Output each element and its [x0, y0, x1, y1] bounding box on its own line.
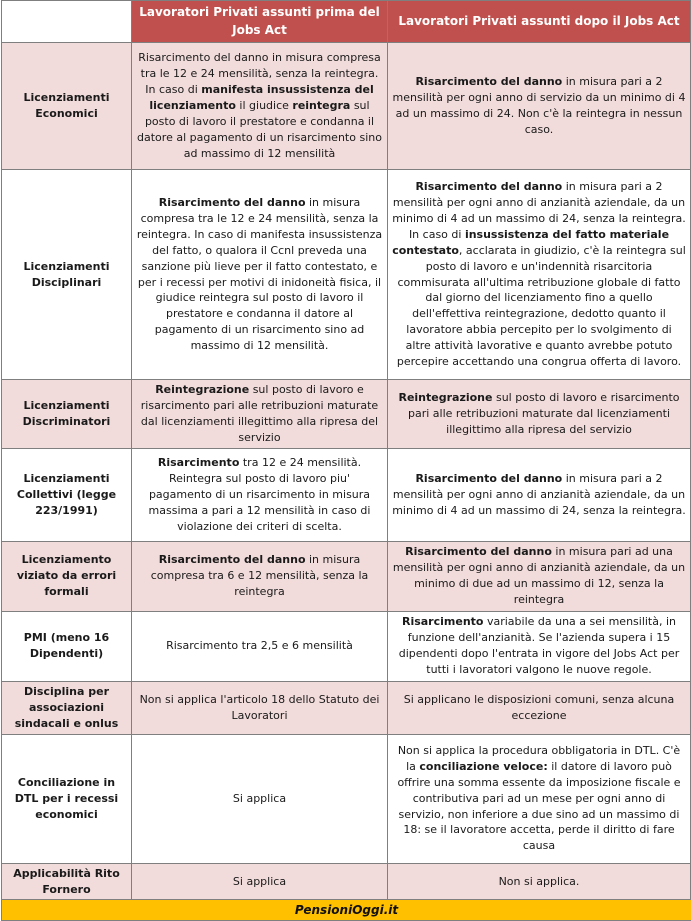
cell-before-jobs-act: [132, 170, 388, 380]
cell-before-jobs-act: [132, 611, 388, 681]
bold-text: Risarcimento del danno: [415, 75, 563, 89]
cell-before-jobs-act: [132, 448, 388, 541]
table-row: [2, 380, 691, 449]
bold-text: insussistenza del fatto materiale contestato: [392, 227, 670, 257]
table-row: [2, 681, 691, 734]
cell-before-jobs-act: [132, 734, 388, 863]
text-segment: Si applica: [232, 791, 287, 805]
text-segment: il datore di lavoro può offrire una somma essente da imposizione fiscale e contributiva pari ad un mese per ogni anno di servizio, non inferiore a due sino ad un massimo di 18: se il lavoratore accetta, perde il diritto di fare causa: [397, 759, 681, 853]
row-label-discriminatori: Licenziamenti Discriminatori: [2, 380, 132, 449]
text-segment: in misura compresa tra 6 e 12 mensilità, senza la reintegra: [150, 553, 369, 599]
bold-text: Risarcimento del danno: [415, 179, 563, 193]
cell-after-jobs-act: [388, 448, 691, 541]
text-segment: Si applica: [232, 874, 287, 888]
text-segment: in misura compresa tra le 12 e 24 mensilità, senza la reintegra. In caso di manifesta insussistenza del fatto, o qualora il Ccnl preveda una sanzione più lieve per il fatto contestato, e per i recessi per motivi di inidoneità fisica, il giudice reintegra sul posto di lavoro il prestatore e condanna il datore al pagamento di un risarcimento sino ad massimo di 12 mensilità.: [136, 195, 383, 353]
text-segment: in misura pari a 2 mensilità per ogni anno di anzianità aziendale, da un minimo di 4 ad un massimo di 24, senza la reintegra.: [392, 471, 686, 517]
bold-text: reintegra: [292, 99, 351, 113]
cell-after-jobs-act: [388, 380, 691, 449]
bold-text: Risarcimento del danno: [158, 195, 306, 209]
text-segment: sul posto di lavoro il prestatore e condanna il datore al pagamento di un risarcimento sino ad massimo di 12 mensilità: [137, 99, 382, 160]
text-segment: , acclarata in giudizio, c'è la reintegra sul posto di lavoro e un'indennità risarcitoria commisurata all'ultima retribuzione globale di fatto dal giorno del licenziamento fino a quello dell'effettiva reintegrazione, dedotto quanto il lavoratore abbia percepito per lo svolgimento di altre attività lavorative e quanto avrebbe potuto percepire accettando una congrua offerta di lavoro.: [396, 243, 686, 369]
row-label-associazioni-onlus: Disciplina per associazioni sindacali e onlus: [2, 681, 132, 734]
row-label-rito-fornero: Applicabilità Rito Fornero: [2, 863, 132, 900]
header-after-jobs-act: Lavoratori Privati assunti dopo il Jobs Act: [388, 1, 691, 43]
table-row: [2, 541, 691, 611]
text-segment: Non si applica.: [498, 874, 580, 888]
table-row: [2, 611, 691, 681]
header-before-jobs-act: Lavoratori Privati assunti prima del Jobs Act: [132, 1, 388, 43]
header-row: [2, 1, 691, 43]
row-label-pmi: PMI (meno 16 Dipendenti): [2, 611, 132, 681]
cell-after-jobs-act: [388, 43, 691, 170]
text-segment: il giudice: [235, 99, 293, 113]
table-row: [2, 448, 691, 541]
bold-text: Risarcimento del danno: [405, 545, 552, 559]
row-label-disciplinari: Licenziamenti Disciplinari: [2, 170, 132, 380]
text-segment: in misura pari ad una mensilità per ogni anno di anzianità aziendale, da un minimo di due ad un massimo di 12, senza la reintegra: [392, 545, 686, 607]
text-segment: Non si applica la procedura obbligatoria in DTL. C'è la: [397, 743, 681, 773]
bold-text: Reintegrazione: [155, 383, 250, 396]
text-segment: Si applicano le disposizioni comuni, senza alcuna eccezione: [403, 692, 675, 722]
cell-before-jobs-act: [132, 43, 388, 170]
table-body: [2, 43, 691, 900]
text-segment: tra 12 e 24 mensilità. Reintegra sul posto di lavoro piu' pagamento di un risarcimento in misura massima a pari a 12 mensilità in caso di violazione dei criteri di scelta.: [148, 455, 371, 533]
cell-before-jobs-act: [132, 863, 388, 900]
table-row: [2, 863, 691, 900]
row-label-collettivi: Licenziamenti Collettivi (legge 223/1991): [2, 448, 132, 541]
table-row: [2, 43, 691, 170]
text-segment: Non si applica l'articolo 18 dello Statuto dei Lavoratori: [139, 692, 380, 722]
bold-text: Risarcimento: [401, 615, 484, 629]
bold-text: Risarcimento: [157, 455, 240, 469]
table-row: [2, 734, 691, 863]
cell-after-jobs-act: [388, 611, 691, 681]
bold-text: Risarcimento del danno: [158, 553, 306, 567]
row-label-conciliazione-dtl: Conciliazione in DTL per i recessi economici: [2, 734, 132, 863]
comparison-table: [1, 0, 691, 900]
cell-after-jobs-act: [388, 681, 691, 734]
text-segment: Risarcimento del danno in misura compresa tra le 12 e 24 mensilità, senza la reintegra. In caso di: [138, 51, 381, 97]
text-segment: sul posto di lavoro e risarcimento pari alle retribuzioni maturate dal licenziamenti illegittimo alla ripresa del servizio: [140, 383, 379, 444]
text-segment: variabile da una a sei mensilità, in funzione dell'anzianità. Se l'azienda supera i 15 dipendenti dopo l'entrata in vigore del Jobs Act per tutti i lavoratori valgono le nuove regole.: [398, 615, 680, 677]
cell-after-jobs-act: [388, 734, 691, 863]
cell-after-jobs-act: [388, 541, 691, 611]
text-segment: Risarcimento tra 2,5 e 6 mensilità: [166, 639, 353, 653]
row-label-errori-formali: Licenziamento viziato da errori formali: [2, 541, 132, 611]
footer-brand: PensioniOggi.it: [1, 900, 691, 921]
text-segment: in misura pari a 2 mensilità per ogni anno di anzianità aziendale, da un minimo di 4 ad un massimo di 24, senza la reintegra. In caso di: [392, 179, 686, 241]
cell-after-jobs-act: [388, 170, 691, 380]
cell-before-jobs-act: [132, 541, 388, 611]
table-row: [2, 170, 691, 380]
text-segment: in misura pari a 2 mensilità per ogni anno di servizio da un minimo di 4 ad un massimo di 24. Non c'è la reintegra in nessun caso.: [392, 75, 686, 136]
bold-text: Risarcimento del danno: [415, 471, 563, 485]
cell-before-jobs-act: [132, 380, 388, 449]
bold-text: conciliazione veloce:: [419, 759, 548, 773]
text-segment: sul posto di lavoro e risarcimento pari alle retribuzioni maturate dal licenziamenti illegittimo alla ripresa del servizio: [407, 390, 680, 436]
header-corner: [2, 1, 132, 43]
cell-after-jobs-act: [388, 863, 691, 900]
cell-before-jobs-act: [132, 681, 388, 734]
bold-text: manifesta insussistenza del licenziamento: [149, 83, 374, 113]
bold-text: Reintegrazione: [398, 390, 493, 404]
row-label-economici: Licenziamenti Economici: [2, 43, 132, 170]
